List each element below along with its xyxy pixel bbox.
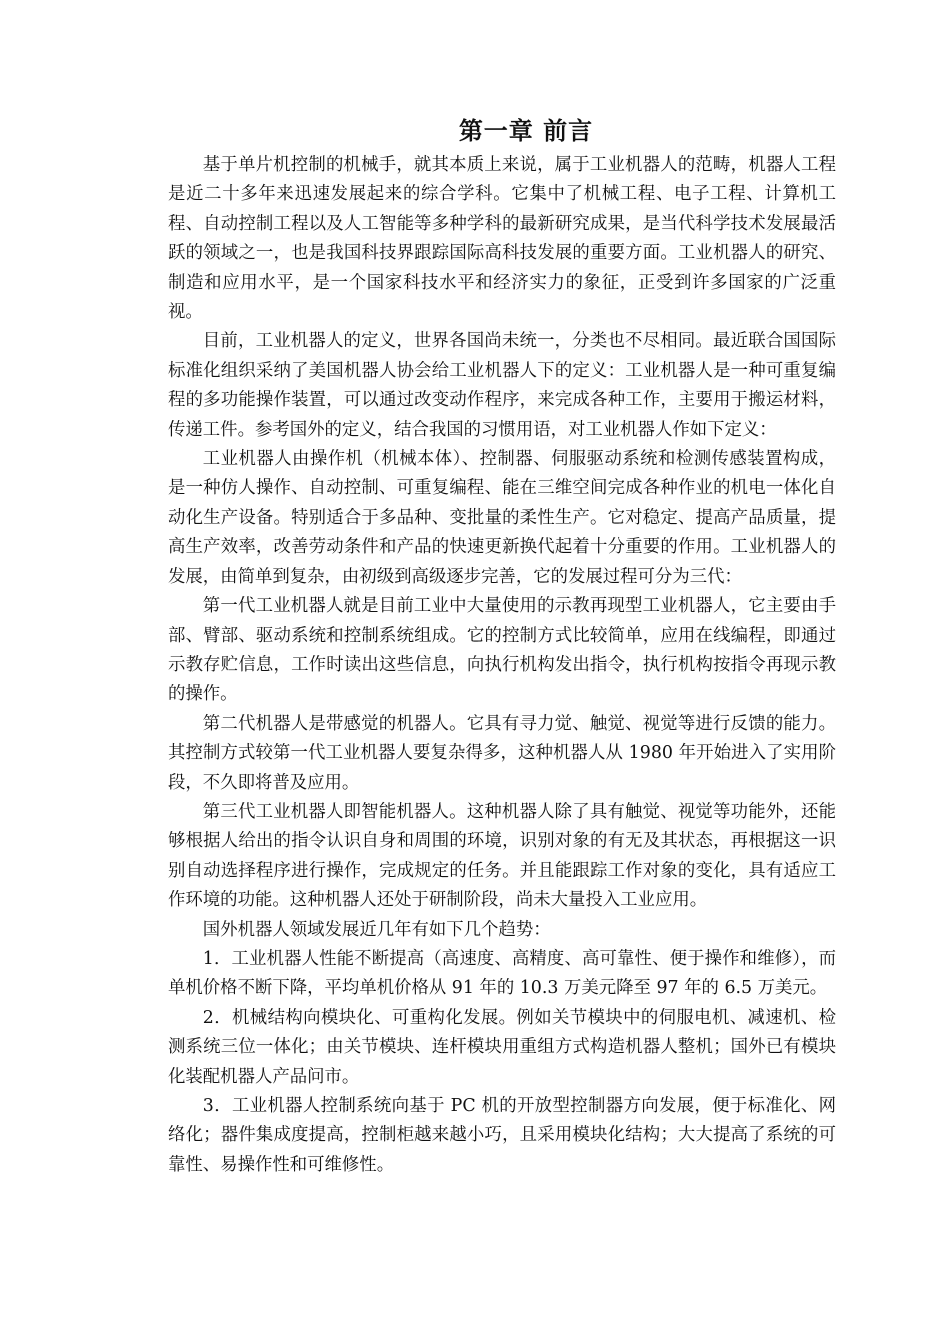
paragraph: 国外机器人领域发展近几年有如下几个趋势： <box>202 919 551 940</box>
paragraph: 第三代工业机器人即智能机器人。这种机器人除了具有触觉、视觉等功能外，还能够根据人给出的指令认识自身和周围的环境，识别对象的有无及其状态，再根据这一识别自动选择程序进行操作，完成规定的任务。并且能跟踪工作对象的变化，具有适应工作环境的功能。这种机器人还处于研制阶段，尚未大量投入工业应用。 <box>168 801 836 911</box>
body-text <box>168 151 836 1180</box>
paragraph: 目前，工业机器人的定义，世界各国尚未统一，分类也不尽相同。最近联合国国际标准化组织采纳了美国机器人协会给工业机器人下的定义：工业机器人是一种可重复编程的多功能操作装置，可以通过改变动作程序，来完成各种工作，主要用于搬运材料，传递工件。参考国外的定义，结合我国的习惯用语，对工业机器人作如下定义： <box>168 331 836 440</box>
list-item: 2．机械结构向模块化、可重构化发展。例如关节模块中的伺服电机、减速机、检测系统三位一体化；由关节模块、连杆模块用重组方式构造机器人整机；国外已有模块化装配机器人产品问市。 <box>168 1007 836 1087</box>
chapter-title: 第一章 前言 <box>458 117 594 145</box>
list-item: 3．工业机器人控制系统向基于 PC 机的开放型控制器方向发展，便于标准化、网络化；器件集成度提高，控制柜越来越小巧，且采用模块化结构；大大提高了系统的可靠性、易操作性和可维修性。 <box>168 1096 836 1175</box>
paragraph: 第一代工业机器人就是目前工业中大量使用的示教再现型工业机器人，它主要由手部、臂部、驱动系统和控制系统组成。它的控制方式比较简单，应用在线编程，即通过示教存贮信息，工作时读出这些信息，向执行机构发出指令，执行机构按指令再现示教的操作。 <box>168 596 836 705</box>
paragraph: 第二代机器人是带感觉的机器人。它具有寻力觉、触觉、视觉等进行反馈的能力。其控制方式较第一代工业机器人要复杂得多，这种机器人从 1980 年开始进入了实用阶段，不久即将普及应用。 <box>168 713 836 793</box>
paragraph: 工业机器人由操作机（机械本体）、控制器、伺服驱动系统和检测传感装置构成，是一种仿人操作、自动控制、可重复编程、能在三维空间完成各种作业的机电一体化自动化生产设备。特别适合于多品种、变批量的柔性生产。它对稳定、提高产品质量，提高生产效率，改善劳动条件和产品的快速更新换代起着十分重要的作用。工业机器人的发展，由简单到复杂，由初级到高级逐步完善，它的发展过程可分为三代： <box>168 449 836 587</box>
list-item: 1．工业机器人性能不断提高（高速度、高精度、高可靠性、便于操作和维修），而单机价格不断下降，平均单机价格从 91 年的 10.3 万美元降至 97 年的 6.5 万美元。 <box>168 948 836 999</box>
paragraph: 基于单片机控制的机械手，就其本质上来说，属于工业机器人的范畴，机器人工程是近二十多年来迅速发展起来的综合学科。它集中了机械工程、电子工程、计算机工程、自动控制工程以及人工智能等多种学科的最新研究成果，是当代科学技术发展最活跃的领域之一，也是我国科技界跟踪国际高科技发展的重要方面。工业机器人的研究、制造和应用水平，是一个国家科技水平和经济实力的象征，正受到许多国家的广泛重视。 <box>168 155 836 323</box>
